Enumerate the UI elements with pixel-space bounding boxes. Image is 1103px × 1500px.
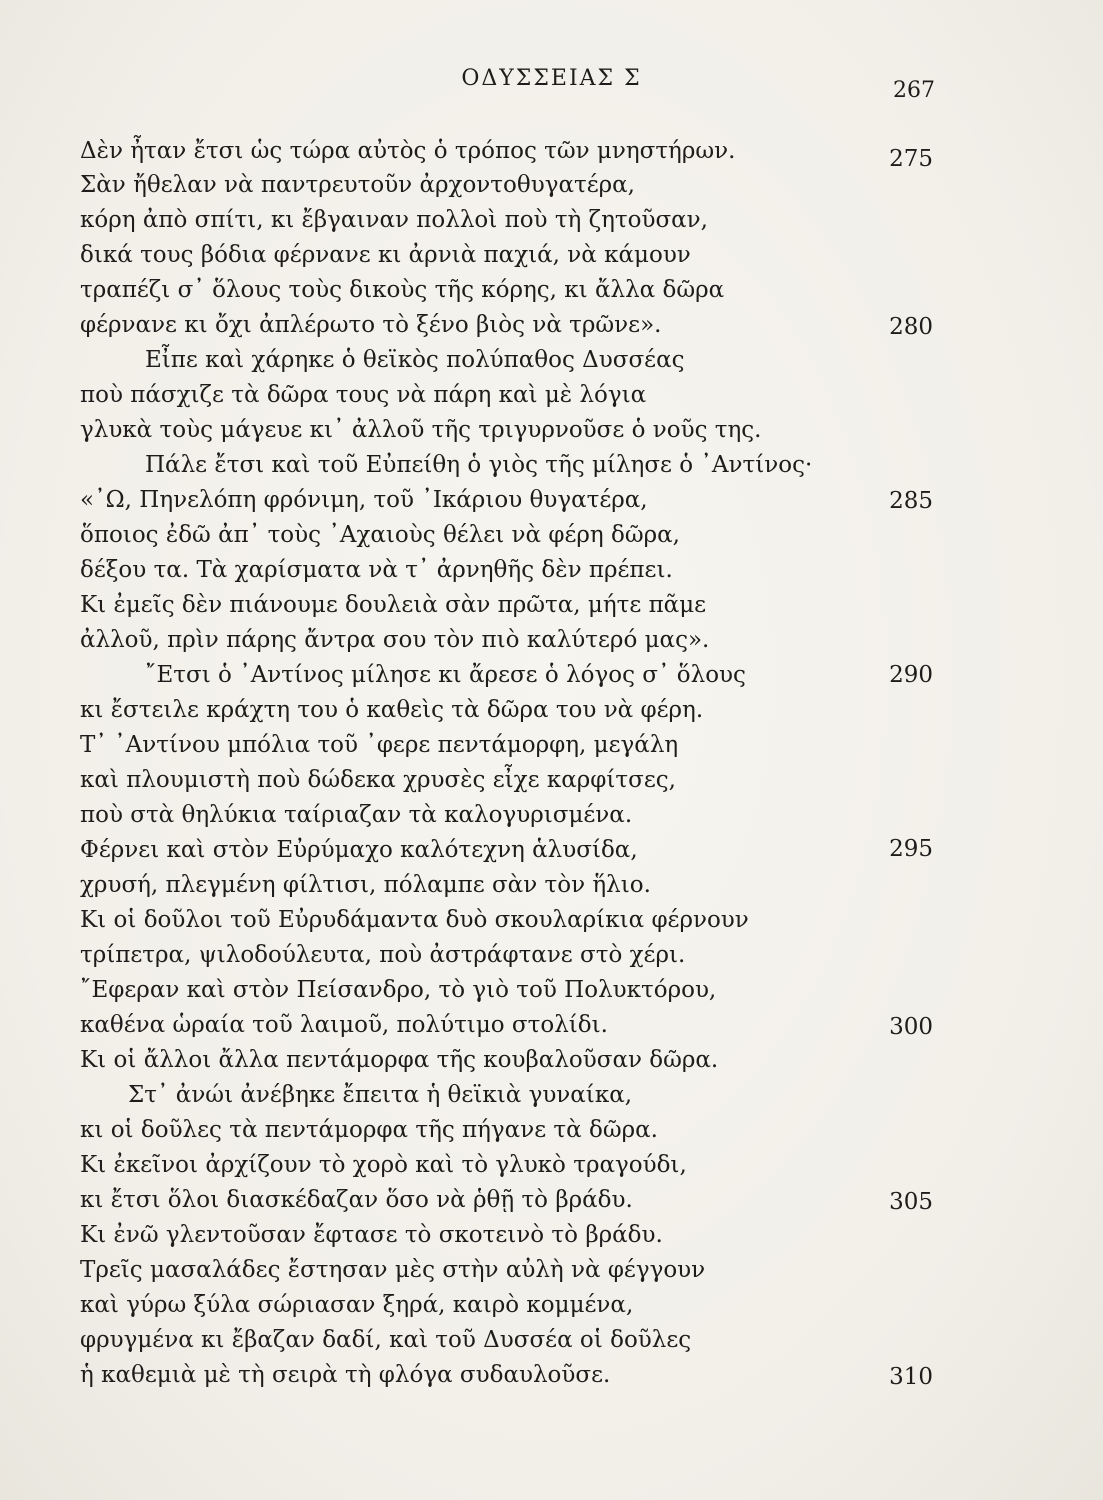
line-number: 295: [889, 836, 933, 862]
verse-line: Κι οἱ δοῦλοι τοῦ Εὐρυδάμαντα δυὸ σκουλαρίκια φέρνουν: [80, 907, 749, 933]
verse-line: τρίπετρα, ψιλοδούλευτα, ποὺ ἀστράφτανε στὸ χέρι.: [80, 942, 686, 968]
verse-line: Κι ἐκεῖνοι ἀρχίζουν τὸ χορὸ καὶ τὸ γλυκὸ τραγούδι,: [80, 1152, 687, 1178]
verse-line: Δὲν ἦταν ἔτσι ὡς τώρα αὐτὸς ὁ τρόπος τῶν μνηστήρων.: [80, 138, 736, 164]
verse-line: Τ᾽ ᾽Αντίνου μπόλια τοῦ ᾽φερε πεντάμορφη, μεγάλη: [80, 732, 679, 758]
verse-line: δικά τους βόδια φέρνανε κι ἀρνιὰ παχιά, νὰ κάμουν: [80, 242, 691, 268]
line-number: 305: [889, 1189, 933, 1215]
verse-line: Εἶπε καὶ χάρηκε ὁ θεϊκὸς πολύπαθος Δυσσέας: [145, 347, 685, 373]
verse-line: ποὺ στὰ θηλύκια ταίριαζαν τὰ καλογυρισμένα.: [80, 802, 633, 828]
verse-line: Σὰν ἤθελαν νὰ παντρευτοῦν ἀρχοντοθυγατέρα,: [80, 172, 635, 198]
verse-line: κόρη ἀπὸ σπίτι, κι ἔβγαιναν πολλοὶ ποὺ τὴ ζητοῦσαν,: [80, 207, 708, 233]
verse-line: Τρεῖς μασαλάδες ἔστησαν μὲς στὴν αὐλὴ νὰ φέγγουν: [80, 1257, 706, 1283]
verse-line: καὶ πλουμιστὴ ποὺ δώδεκα χρυσὲς εἶχε καρφίτσες,: [80, 767, 676, 793]
verse-line: κι ἔστειλε κράχτη του ὁ καθεὶς τὰ δῶρα του νὰ φέρη.: [80, 697, 704, 723]
verse-line: Κι οἱ ἄλλοι ἄλλα πεντάμορφα τῆς κουβαλοῦσαν δῶρα.: [80, 1047, 719, 1073]
line-number: 300: [889, 1014, 933, 1040]
verse-line: φρυγμένα κι ἔβαζαν δαδί, καὶ τοῦ Δυσσέα οἱ δοῦλες: [80, 1327, 692, 1353]
verse-line: ἡ καθεμιὰ μὲ τὴ σειρὰ τὴ φλόγα συδαυλοῦσε.: [80, 1362, 611, 1388]
verse-line: χρυσή, πλεγμένη φίλτισι, πόλαμπε σὰν τὸν ἥλιο.: [80, 872, 651, 898]
verse-line: κι οἱ δοῦλες τὰ πεντάμορφα τῆς πήγανε τὰ δῶρα.: [80, 1117, 658, 1143]
verse-line: καὶ γύρω ξύλα σώριασαν ξηρά, καιρὸ κομμένα,: [80, 1292, 634, 1318]
verse-line: ῎Ετσι ὁ ᾽Αντίνος μίλησε κι ἄρεσε ὁ λόγος σ᾽ ὅλους: [145, 662, 746, 688]
line-number: 280: [889, 314, 933, 340]
verse-line: κι ἔτσι ὅλοι διασκέδαζαν ὅσο νὰ ῥθῇ τὸ βράδυ.: [80, 1187, 633, 1213]
verse-line: «᾽Ω, Πηνελόπη φρόνιμη, τοῦ ᾽Ικάριου θυγατέρα,: [80, 487, 648, 513]
running-head: ΟΔΥΣΣΕΙΑΣ Σ: [461, 66, 642, 91]
verse-line: Φέρνει καὶ στὸν Εὐρύμαχο καλότεχνη ἁλυσίδα,: [80, 837, 638, 863]
verse-line: φέρνανε κι ὄχι ἀπλέρωτο τὸ ξένο βιὸς νὰ τρῶνε».: [80, 312, 662, 338]
verse-line: ποὺ πάσχιζε τὰ δῶρα τους νὰ πάρη καὶ μὲ λόγια: [80, 382, 647, 408]
verse-line: Κι ἐνῶ γλεντοῦσαν ἔφτασε τὸ σκοτεινὸ τὸ βράδυ.: [80, 1222, 663, 1248]
verse-line: ῎Εφεραν καὶ στὸν Πείσανδρο, τὸ γιὸ τοῦ Πολυκτόρου,: [80, 977, 717, 1003]
verse-line: δέξου τα. Τὰ χαρίσματα νὰ τ᾽ ἀρνηθῆς δὲν πρέπει.: [80, 557, 673, 583]
line-number: 290: [889, 662, 933, 688]
line-number: 275: [889, 146, 933, 172]
verse-line: τραπέζι σ᾽ ὅλους τοὺς δικοὺς τῆς κόρης, κι ἄλλα δῶρα: [80, 277, 725, 303]
page-number: 267: [893, 78, 935, 103]
verse-line: Πάλε ἔτσι καὶ τοῦ Εὐπείθη ὁ γιὸς τῆς μίλησε ὁ ᾽Αντίνος·: [145, 452, 813, 478]
verse-line: ὅποιος ἐδῶ ἀπ᾽ τοὺς ᾽Αχαιοὺς θέλει νὰ φέρη δῶρα,: [80, 522, 680, 548]
line-number: 285: [889, 488, 933, 514]
verse-line: καθένα ὡραία τοῦ λαιμοῦ, πολύτιμο στολίδι.: [80, 1012, 608, 1038]
line-number: 310: [889, 1364, 933, 1390]
verse-line: γλυκὰ τοὺς μάγευε κι᾽ ἀλλοῦ τῆς τριγυρνοῦσε ὁ νοῦς της.: [80, 417, 762, 443]
verse-line: Κι ἐμεῖς δὲν πιάνουμε δουλειὰ σὰν πρῶτα, μήτε πᾶμε: [80, 592, 707, 618]
verse-line: Στ᾽ ἀνώι ἀνέβηκε ἔπειτα ἡ θεϊκιὰ γυναίκα,: [128, 1082, 633, 1108]
verse-line: ἀλλοῦ, πρὶν πάρης ἄντρα σου τὸν πιὸ καλύτερό μας».: [80, 627, 710, 653]
